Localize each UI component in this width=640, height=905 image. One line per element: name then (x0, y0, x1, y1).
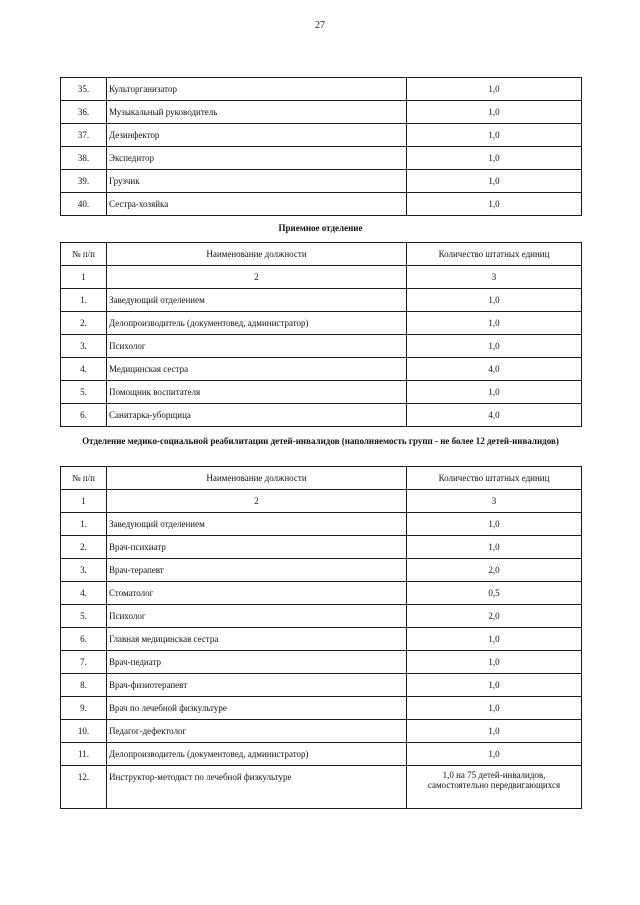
row-number: 4. (61, 582, 107, 605)
position-name: Инструктор-методист по лечебной физкультуре (107, 766, 407, 809)
index-col-2: 2 (107, 490, 407, 513)
staff-count: 1,0 (407, 147, 582, 170)
staff-table-reception (60, 242, 582, 427)
section-title-rehabilitation: Отделение медико-социальной реабилитации детей-инвалидов (наполняемость групп - не более 12 детей-инвалидов) (82, 436, 559, 446)
position-name: Врач по лечебной физкультуре (107, 697, 407, 720)
position-name: Сестра-хозяйка (107, 193, 407, 216)
row-number: 37. (61, 124, 107, 147)
staff-count: 1,0 (407, 628, 582, 651)
header-name: Наименование должности (107, 467, 407, 490)
row-number: 2. (61, 536, 107, 559)
row-number: 2. (61, 312, 107, 335)
table-row (61, 358, 582, 381)
staff-count: 1,0 (407, 78, 582, 101)
position-name: Врач-педиатр (107, 651, 407, 674)
staff-count: 1,0 (407, 124, 582, 147)
position-name: Врач-психиатр (107, 536, 407, 559)
index-col-1: 1 (61, 266, 107, 289)
row-number: 40. (61, 193, 107, 216)
row-number: 5. (61, 381, 107, 404)
position-name: Помощник воспитателя (107, 381, 407, 404)
staff-count: 1,0 (407, 743, 582, 766)
staff-count: 1,0 (407, 193, 582, 216)
index-col-3: 3 (407, 490, 582, 513)
position-name: Заведующий отделением (107, 289, 407, 312)
row-number: 4. (61, 358, 107, 381)
row-number: 9. (61, 697, 107, 720)
staff-count: 1,0 (407, 513, 582, 536)
header-num: № п/п (61, 467, 107, 490)
position-name: Делопроизводитель (документовед, администратор) (107, 312, 407, 335)
position-name: Дезинфектор (107, 124, 407, 147)
position-name: Культорганизатор (107, 78, 407, 101)
staff-count: 1,0 (407, 381, 582, 404)
staff-count: 1,0 (407, 697, 582, 720)
table-row (61, 193, 582, 216)
position-name: Заведующий отделением (107, 513, 407, 536)
table-row (61, 697, 582, 720)
staff-count: 2,0 (407, 605, 582, 628)
row-number: 3. (61, 335, 107, 358)
header-qty: Количество штатных единиц (407, 243, 582, 266)
table-row (61, 78, 582, 101)
table-row (61, 582, 582, 605)
staff-count (407, 766, 582, 809)
table-row (61, 289, 582, 312)
position-name: Педагог-дефектолог (107, 720, 407, 743)
row-number: 1. (61, 513, 107, 536)
row-number: 35. (61, 78, 107, 101)
staff-count: 1,0 (407, 101, 582, 124)
staff-table-continuation (60, 77, 582, 216)
position-name: Врач-физиотерапевт (107, 674, 407, 697)
row-number: 11. (61, 743, 107, 766)
table-row (61, 404, 582, 427)
header-num: № п/п (61, 243, 107, 266)
table-row (61, 628, 582, 651)
position-name: Психолог (107, 605, 407, 628)
table-row (61, 147, 582, 170)
position-name: Музыкальный руководитель (107, 101, 407, 124)
position-name: Делопроизводитель (документовед, администратор) (107, 743, 407, 766)
header-name: Наименование должности (107, 243, 407, 266)
table-index-row (61, 266, 582, 289)
row-number: 5. (61, 605, 107, 628)
staff-count: 1,0 (407, 170, 582, 193)
row-number: 39. (61, 170, 107, 193)
row-number: 10. (61, 720, 107, 743)
staff-count: 4,0 (407, 404, 582, 427)
row-number: 12. (61, 766, 107, 809)
table-row (61, 513, 582, 536)
row-number: 8. (61, 674, 107, 697)
table-row (61, 101, 582, 124)
row-number: 7. (61, 651, 107, 674)
position-name: Медицинская сестра (107, 358, 407, 381)
staff-count: 1,0 (407, 335, 582, 358)
table-row (61, 559, 582, 582)
row-number: 6. (61, 628, 107, 651)
row-number: 36. (61, 101, 107, 124)
table-header-row (61, 243, 582, 266)
row-number: 38. (61, 147, 107, 170)
table-row (61, 170, 582, 193)
staff-table-rehabilitation (60, 466, 582, 809)
staff-count: 0,5 (407, 582, 582, 605)
staff-count: 1,0 (407, 651, 582, 674)
staff-count: 1,0 (407, 536, 582, 559)
staff-count: 4,0 (407, 358, 582, 381)
row-number: 1. (61, 289, 107, 312)
index-col-2: 2 (107, 266, 407, 289)
table-row (61, 605, 582, 628)
table-row (61, 335, 582, 358)
table-row (61, 312, 582, 335)
staff-count: 1,0 (407, 289, 582, 312)
position-name: Грузчик (107, 170, 407, 193)
table-row (61, 720, 582, 743)
row-number: 3. (61, 559, 107, 582)
table-row (61, 536, 582, 559)
position-name: Главная медицинская сестра (107, 628, 407, 651)
position-name: Стоматолог (107, 582, 407, 605)
position-name: Санитарка-уборщица (107, 404, 407, 427)
staff-count: 2,0 (407, 559, 582, 582)
table-row (61, 651, 582, 674)
index-col-3: 3 (407, 266, 582, 289)
table-row (61, 766, 582, 809)
section-title-reception: Приемное отделение (278, 223, 363, 233)
position-name: Психолог (107, 335, 407, 358)
table-row (61, 381, 582, 404)
position-name: Экспедитор (107, 147, 407, 170)
table-row (61, 124, 582, 147)
header-qty: Количество штатных единиц (407, 467, 582, 490)
staff-count: 1,0 (407, 720, 582, 743)
staff-count-line-1: 1,0 на 75 детей-инвалидов, (442, 770, 546, 780)
staff-count: 1,0 (407, 312, 582, 335)
row-number: 6. (61, 404, 107, 427)
staff-count-line-2: самостоятельно передвигающихся (427, 780, 561, 790)
position-name: Врач-терапевт (107, 559, 407, 582)
index-col-1: 1 (61, 490, 107, 513)
table-row (61, 743, 582, 766)
table-index-row (61, 490, 582, 513)
table-row (61, 674, 582, 697)
table-header-row (61, 467, 582, 490)
page-number: 27 (315, 20, 325, 31)
staff-count: 1,0 (407, 674, 582, 697)
